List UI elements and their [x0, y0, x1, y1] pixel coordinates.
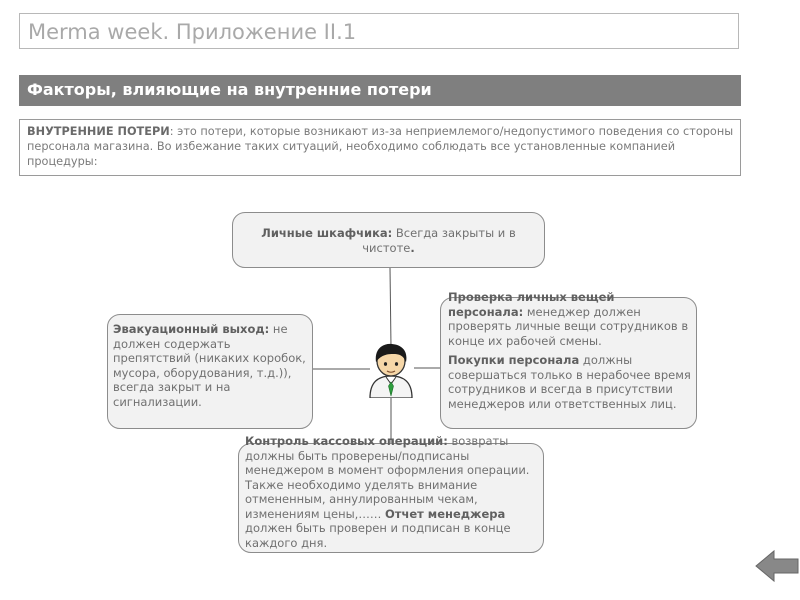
- lockers-heading: Личные шкафчика:: [261, 226, 393, 240]
- purchases-text: должны совершаться только в нерабочее время сотрудников и всегда в присутствии менеджеров или ответственных лиц.: [448, 353, 691, 411]
- cash-control-node: [238, 434, 544, 553]
- definition-text: это потери, которые возникают из-за неприемлемого/недопустимого поведения со стороны персонала магазина. Во избежание таких ситуаций, необходимо соблюдать все установленные компанией процедуры:: [27, 125, 734, 168]
- page-title: Merma week. Приложение II.1: [19, 13, 739, 49]
- exit-heading: Эвакуационный выход: [113, 322, 265, 336]
- check-heading: Проверка личных вещей персонала:: [448, 290, 615, 319]
- exit-text: не должен содержать препятствий (никаких коробок, мусора, оборудования, т.д.)), всегда закрыт и на сигнализации.: [113, 322, 306, 409]
- emergency-exit-node: [107, 314, 313, 429]
- section-header: Факторы, влияющие на внутренние потери: [19, 75, 741, 106]
- report-heading: Отчет менеджера: [385, 506, 506, 521]
- personal-check-node: [440, 290, 697, 429]
- definition-term: ВНУТРЕННИЕ ПОТЕРИ: [27, 125, 170, 138]
- purchases-heading: Покупки персонала: [448, 353, 580, 367]
- report-text: должен быть проверен и подписан в конце каждого дня.: [245, 521, 511, 550]
- connector-top: [390, 268, 391, 347]
- cash-heading: Контроль кассовых операций:: [245, 434, 448, 448]
- definition-colon: :: [169, 125, 174, 138]
- lockers-node: [232, 212, 545, 268]
- cash-text: возвраты должны быть проверены/подписаны менеджером в момент оформления операции. Также необходимо уделять внимание отмененным, аннулированным чекам, изменениям цены,……: [245, 434, 530, 521]
- person-icon: [366, 342, 416, 398]
- lockers-end: .: [410, 240, 415, 255]
- check-text: менеджер должен проверять личные вещи сотрудников в конце их рабочей смены.: [448, 304, 689, 348]
- exit-colon: :: [264, 322, 270, 336]
- back-arrow-icon[interactable]: [754, 548, 800, 584]
- lockers-text: Всегда закрыты и в чистоте: [362, 226, 516, 255]
